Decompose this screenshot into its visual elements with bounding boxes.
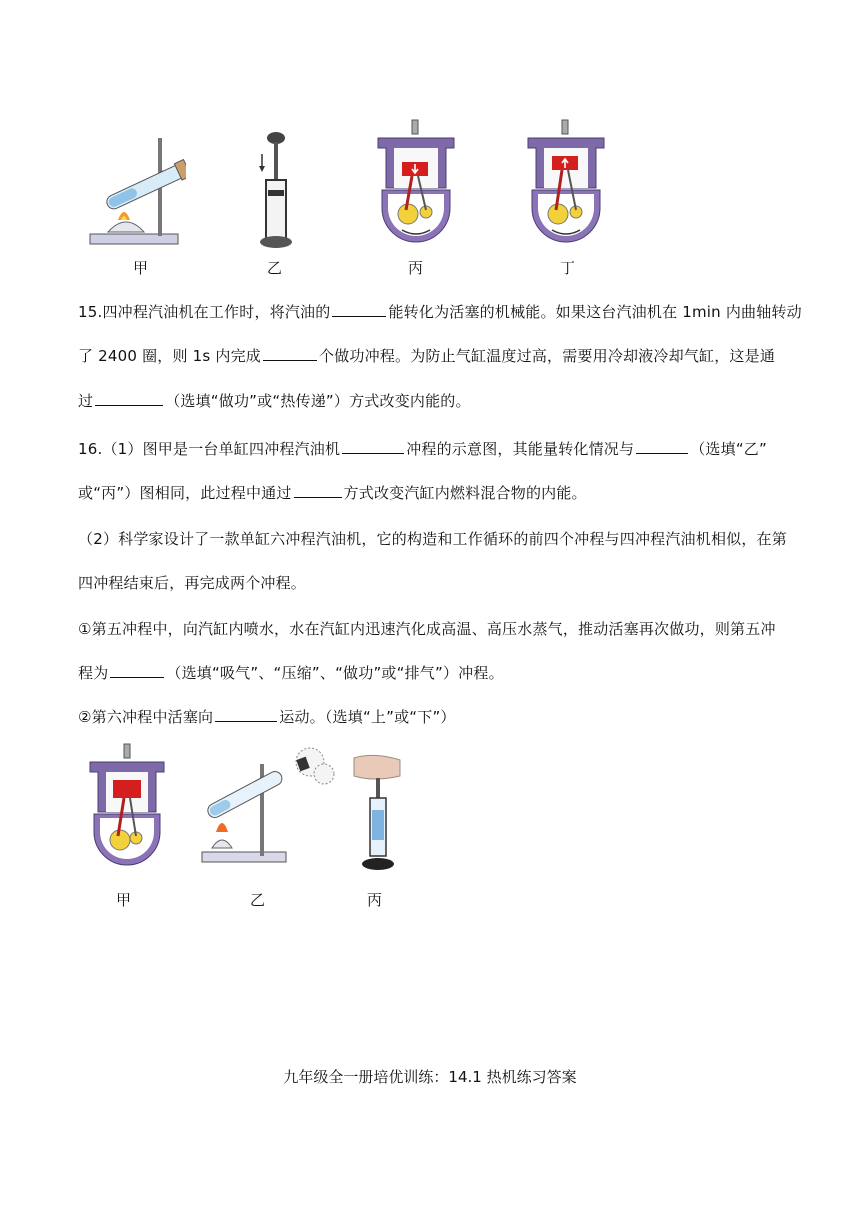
section-title-answers: 九年级全一册培优训练：14.1 热机练习答案	[283, 1068, 577, 1086]
q16-line-2: 或“丙”）图相同，此过程中通过 方式改变汽缸内燃料混合物的内能。	[78, 484, 587, 502]
caption-yi-2: 乙	[250, 891, 266, 909]
answer-blank[interactable]	[342, 439, 404, 454]
answer-blank[interactable]	[263, 346, 317, 361]
answer-blank[interactable]	[294, 483, 342, 498]
q16-line-1: 16.（1）图甲是一台单缸四冲程汽油机 冲程的示意图，其能量转化情况与 （选填“乙”	[78, 440, 767, 458]
q16-item2-line: ②第六冲程中活塞向 运动。（选填“上”或“下”）	[78, 708, 456, 726]
caption-bing: 丙	[408, 259, 424, 277]
caption-yi: 乙	[267, 259, 283, 277]
figure-hand-syringe	[350, 754, 406, 876]
q15-line-3: 过 （选填“做功”或“热传递”）方式改变内能的。	[78, 392, 471, 410]
q16-item1-line-2: 程为 （选填“吸气”、“压缩”、“做功”或“排气”）冲程。	[78, 664, 504, 682]
answer-blank[interactable]	[636, 439, 688, 454]
caption-ding: 丁	[560, 259, 576, 277]
caption-jia: 甲	[133, 259, 149, 277]
q16-part2-line-2: 四冲程结束后，再完成两个冲程。	[78, 574, 307, 592]
answer-blank[interactable]	[95, 391, 163, 406]
answer-blank[interactable]	[332, 302, 386, 317]
q16-part2-line-1: （2）科学家设计了一款单缸六冲程汽油机，它的构造和工作循环的前四个冲程与四冲程汽油机相似，在第	[78, 530, 787, 548]
figure-engine-bing	[372, 118, 460, 256]
figure-test-tube-steam	[198, 744, 338, 878]
q15-line-1: 15.四冲程汽油机在工作时，将汽油的 能转化为活塞的机械能。如果这台汽油机在 1min 内曲轴转动	[78, 303, 802, 321]
q15-line-2: 了 2400 圈，则 1s 内完成 个做功冲程。为防止气缸温度过高，需要用冷却液冷却气缸，这是通	[78, 347, 776, 365]
figure-engine-ding	[524, 118, 608, 256]
q16-item1-line-1: ①第五冲程中，向汽缸内喷水，水在汽缸内迅速汽化成高温、高压水蒸气，推动活塞再次做功，则第五冲	[78, 620, 776, 638]
answer-blank[interactable]	[110, 663, 164, 678]
figure-engine-jia-2	[84, 742, 170, 882]
answer-blank[interactable]	[215, 707, 277, 722]
figure-test-tube-heating	[86, 132, 186, 254]
figure-air-pump	[256, 130, 296, 252]
caption-bing-2: 丙	[367, 891, 383, 909]
caption-jia-2: 甲	[116, 891, 132, 909]
